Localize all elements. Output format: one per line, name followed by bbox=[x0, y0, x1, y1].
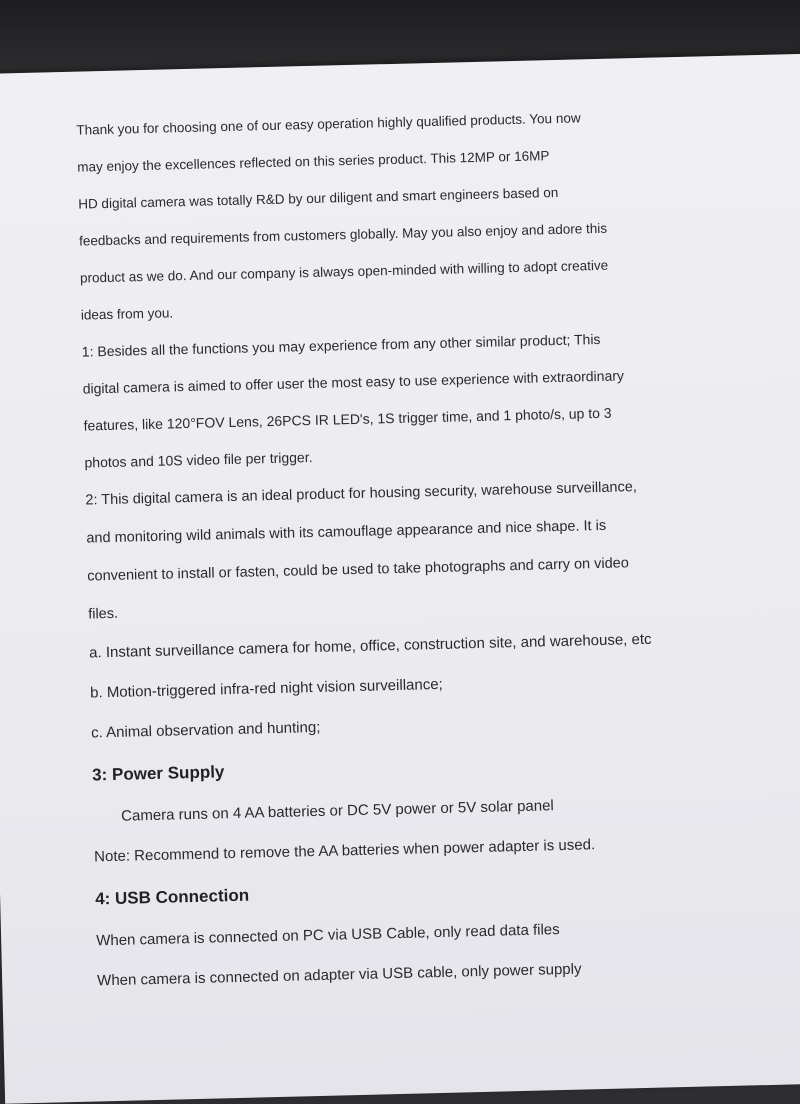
intro-line: feedbacks and requirements from customers globally. May you also enjoy and adore this bbox=[78, 220, 608, 249]
point-2-line: 2: This digital camera is an ideal product for housing security, warehouse surveillance, bbox=[85, 479, 638, 509]
intro-line: Thank you for choosing one of our easy operation highly qualified products. You now bbox=[76, 110, 581, 138]
intro-line: HD digital camera was totally R&D by our diligent and smart engineers based on bbox=[78, 184, 559, 212]
point-2-line: and monitoring wild animals with its camouflage appearance and nice shape. It is bbox=[86, 517, 607, 547]
usb-connection-heading: 4: USB Connection bbox=[94, 885, 250, 909]
point-1-line: features, like 120°FOV Lens, 26PCS IR LED's, 1S trigger time, and 1 photo/s, up to 3 bbox=[83, 404, 612, 434]
use-item-a: a. Instant surveillance camera for home, office, construction site, and warehouse, etc bbox=[88, 630, 652, 662]
use-item-b: b. Motion-triggered infra-red night vision surveillance; bbox=[89, 675, 443, 702]
intro-line: may enjoy the excellences reflected on this series product. This 12MP or 16MP bbox=[77, 148, 550, 175]
usb-line-adapter: When camera is connected on adapter via USB cable, only power supply bbox=[96, 960, 582, 990]
point-1-paragraph bbox=[81, 316, 784, 481]
power-supply-heading: 3: Power Supply bbox=[91, 762, 225, 785]
document-content bbox=[75, 55, 798, 1002]
power-supply-text: Camera runs on 4 AA batteries or DC 5V power or 5V solar panel bbox=[120, 797, 554, 825]
usb-line-pc: When camera is connected on PC via USB Cable, only read data files bbox=[96, 921, 560, 950]
point-1-line: 1: Besides all the functions you may experience from any other similar product; This bbox=[81, 330, 601, 360]
intro-paragraph bbox=[76, 95, 781, 334]
point-1-line: digital camera is aimed to offer user the most easy to use experience with extraordinary bbox=[82, 367, 625, 397]
power-supply-note: Note: Recommend to remove the AA batteries when power adapter is used. bbox=[93, 836, 596, 866]
point-2-line: files. bbox=[88, 605, 119, 623]
intro-line: product as we do. And our company is always open-minded with willing to adopt creative bbox=[79, 257, 609, 286]
point-1-line: photos and 10S video file per trigger. bbox=[84, 448, 313, 471]
document-page bbox=[0, 53, 800, 1104]
point-2-paragraph bbox=[85, 464, 789, 633]
use-item-c: c. Animal observation and hunting; bbox=[90, 718, 321, 742]
point-2-line: convenient to install or fasten, could be used to take photographs and carry on video bbox=[87, 555, 630, 585]
intro-line: ideas from you. bbox=[80, 305, 174, 323]
